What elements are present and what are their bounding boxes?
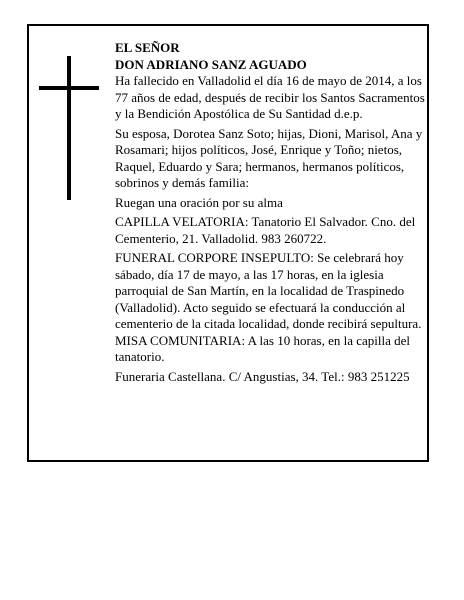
death-announcement: Ha fallecido en Valladolid el día 16 de mayo de 2014, a los 77 años de edad, después de recibir los Santos Sacramentos y la Bendición Apostólica de Su Santidad d.e.p. [115,73,425,121]
funeral-home-info: Funeraria Castellana. C/ Angustias, 34. Tel.: 983 251225 [115,368,410,384]
cross-vertical-bar [67,56,71,200]
latin-cross-icon [39,56,99,200]
cross-horizontal-bar [39,86,99,90]
funeral-info: FUNERAL CORPORE INSEPULTO: Se celebrará hoy sábado, día 17 de mayo, a las 17 horas, en la iglesia parroquial de San Martín, en la localidad de Traspinedo (Valladolid). Acto seguido se efectuará la conducción al cementerio de la citada localidad, donde recibirá sepultura. MISA COMUNITARIA: A las 10 horas, en la capilla del tanatorio. [115,250,422,364]
obituary-notice [27,24,429,462]
family-list: Su esposa, Dorotea Sanz Soto; hijas, Dioni, Marisol, Ana y Rosamari; hijos políticos, José, Enrique y Toño; nietos, Raquel, Eduardo y Sara; hermanos, hermanos políticos, sobrinos y demás familia: [115,125,423,190]
prayer-request: Ruegan una oración por su alma [115,194,283,210]
deceased-name: DON ADRIANO SANZ AGUADO [115,56,307,72]
notice-title: EL SEÑOR [115,40,180,55]
wake-chapel-info: CAPILLA VELATORIA: Tanatorio El Salvador. Cno. del Cementerio, 21. Valladolid. 983 260722. [115,214,416,246]
notice-content [115,40,425,385]
